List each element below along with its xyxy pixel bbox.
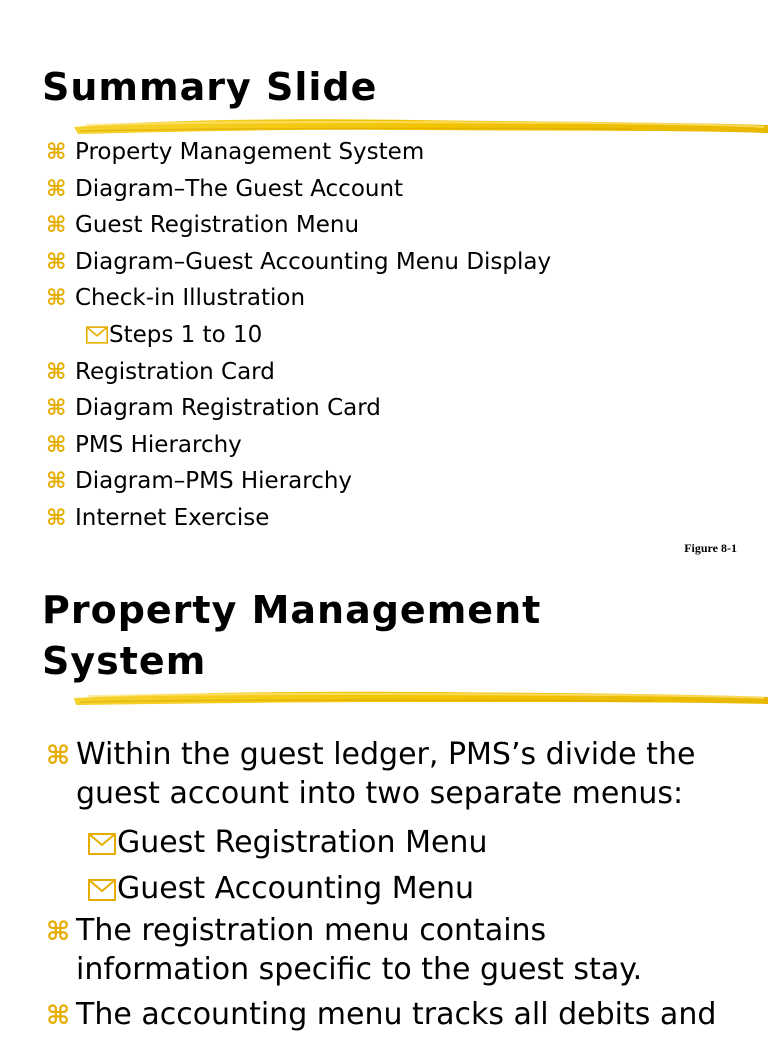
sub-list-item (46, 820, 716, 866)
bullet-text: PMS Hierarchy (75, 431, 242, 458)
sub-bullet-text: Guest Registration Menu (117, 825, 488, 860)
command-key-icon: ⌘ (46, 249, 67, 275)
bullet-text: Diagram Registration Card (75, 395, 381, 422)
list-item (46, 207, 551, 244)
bullet-text: Check-in Illustration (75, 285, 306, 312)
list-item (46, 280, 551, 317)
bullet-text: Internet Exercise (75, 504, 270, 531)
command-key-icon: ⌘ (46, 286, 67, 312)
list-item (46, 244, 551, 281)
command-key-icon: ⌘ (46, 741, 71, 771)
command-key-icon: ⌘ (46, 140, 67, 165)
list-item (46, 736, 716, 812)
list-item (46, 354, 551, 391)
bullet-text-continued: information specific to the guest stay. (76, 952, 643, 987)
title-underline-brush (74, 686, 768, 710)
list-item (46, 427, 551, 464)
list-item (46, 996, 716, 1035)
sub-list-item (46, 866, 716, 912)
bullet-text: Diagram–PMS Hierarchy (75, 468, 353, 495)
bullet-text: Property Management System (75, 139, 425, 165)
slide2-title-line2: System (42, 639, 207, 683)
envelope-box-icon (88, 879, 116, 901)
command-key-icon: ⌘ (46, 359, 67, 385)
slide2-title-line1: Property Management (42, 588, 542, 632)
command-key-icon: ⌘ (46, 396, 67, 422)
list-item (46, 390, 551, 427)
list-item (46, 500, 551, 537)
command-key-icon: ⌘ (46, 176, 67, 202)
bullet-text: Guest Registration Menu (75, 212, 360, 239)
command-key-icon: ⌘ (46, 432, 67, 458)
bullet-text: The accounting menu tracks all debits and (76, 997, 717, 1032)
list-item (46, 134, 551, 171)
bullet-text: Registration Card (75, 358, 275, 385)
bullet-text: Diagram–The Guest Account (75, 175, 404, 202)
envelope-box-icon (86, 326, 108, 344)
command-key-icon: ⌘ (46, 505, 67, 531)
sub-list-item (46, 317, 551, 354)
command-key-icon: ⌘ (46, 469, 67, 495)
slide1-title: Summary Slide (42, 65, 378, 109)
sub-bullet-text: Steps 1 to 10 (109, 321, 263, 348)
bullet-text: Within the guest ledger, PMS’s divide the (76, 737, 696, 772)
list-item (46, 463, 551, 500)
bullet-text-continued: guest account into two separate menus: (76, 776, 684, 811)
list-item (46, 912, 716, 988)
sub-bullet-text: Guest Accounting Menu (117, 871, 475, 906)
bullet-text: The registration menu contains (76, 913, 547, 948)
figure-label: Figure 8-1 (684, 541, 737, 555)
list-item (46, 171, 551, 208)
command-key-icon: ⌘ (46, 917, 71, 947)
envelope-box-icon (88, 833, 116, 855)
bullet-text: Diagram–Guest Accounting Menu Display (75, 248, 552, 275)
command-key-icon: ⌘ (46, 1001, 71, 1031)
command-key-icon: ⌘ (46, 213, 67, 239)
summary-list (46, 134, 551, 537)
pms-bullet-list (46, 736, 716, 1043)
